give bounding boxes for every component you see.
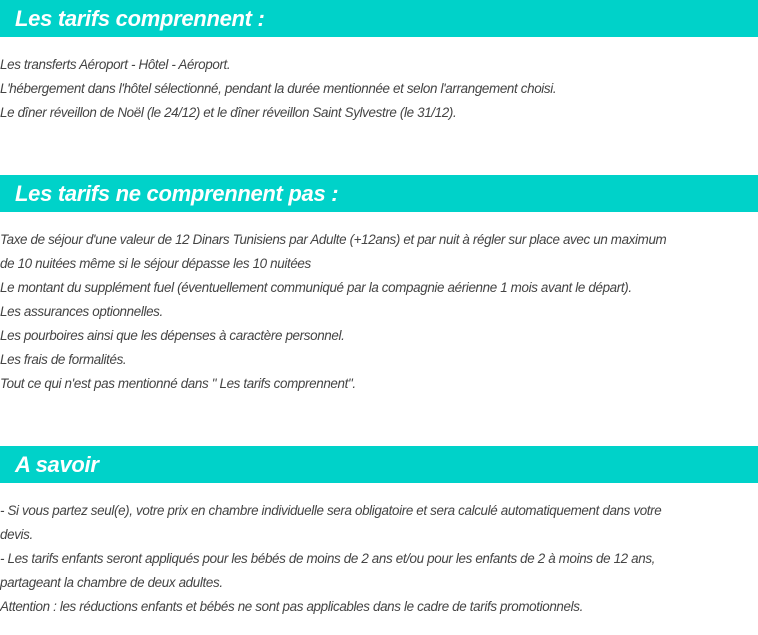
text-line: Tout ce qui n'est pas mentionné dans " Les tarifs comprennent". — [0, 376, 356, 391]
text-line: - Les tarifs enfants seront appliqués pour les bébés de moins de 2 ans et/ou pour les enfants de 2 à moins de 12 ans, — [0, 551, 656, 566]
text-line: partageant la chambre de deux adultes. — [0, 575, 223, 590]
text-line: Le montant du supplément fuel (éventuellement communiqué par la compagnie aérienne 1 mois avant le départ). — [0, 280, 632, 295]
section-good-to-know — [0, 446, 758, 619]
text-line: Les frais de formalités. — [0, 352, 127, 367]
text-line: Attention : les réductions enfants et bébés ne sont pas applicables dans le cadre de tarifs promotionnels. — [0, 599, 583, 614]
section-body — [0, 499, 758, 619]
text-line: - Si vous partez seul(e), votre prix en chambre individuelle sera obligatoire et sera calculé automatiquement dans votre — [0, 503, 662, 518]
text-line: Les assurances optionnelles. — [0, 304, 163, 319]
text-line: devis. — [0, 527, 33, 542]
text-line: Le dîner réveillon de Noël (le 24/12) et le dîner réveillon Saint Sylvestre (le 31/12). — [0, 105, 457, 120]
section-not-included — [0, 175, 758, 396]
section-body — [0, 53, 758, 125]
text-line: de 10 nuitées même si le séjour dépasse les 10 nuitées — [0, 256, 311, 271]
text-line: Les pourboires ainsi que les dépenses à caractère personnel. — [0, 328, 345, 343]
section-included — [0, 0, 758, 125]
text-line: Les transferts Aéroport - Hôtel - Aéroport. — [0, 57, 231, 72]
section-heading: Les tarifs ne comprennent pas : — [0, 175, 758, 212]
section-heading: A savoir — [0, 446, 758, 483]
section-heading: Les tarifs comprennent : — [0, 0, 758, 37]
section-body — [0, 228, 758, 396]
text-line: Taxe de séjour d'une valeur de 12 Dinars Tunisiens par Adulte (+12ans) et par nuit à régler sur place avec un maximum — [0, 232, 667, 247]
text-line: L'hébergement dans l'hôtel sélectionné, pendant la durée mentionnée et selon l'arrangement choisi. — [0, 81, 557, 96]
